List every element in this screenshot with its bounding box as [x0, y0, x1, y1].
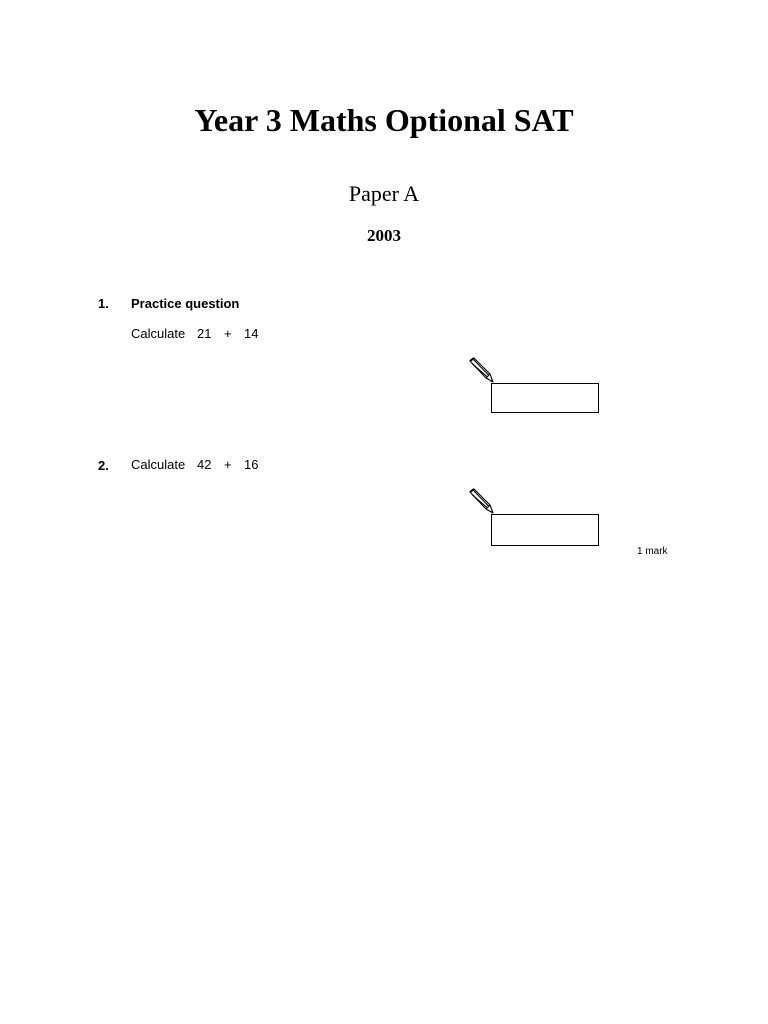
pencil-icon [468, 488, 494, 514]
answer-box[interactable] [491, 514, 599, 546]
paper-label: Paper A [348, 181, 420, 206]
calc-operand-2: 14 [244, 326, 259, 341]
page-title: Year 3 Maths Optional SAT [194, 102, 574, 138]
calc-operand-1: 21 [197, 326, 212, 341]
question-heading: Practice question [131, 296, 240, 311]
pencil-icon [468, 357, 494, 383]
paper-year: 2003 [367, 226, 401, 245]
calc-operator: + [224, 457, 232, 472]
marks-label: 1 mark [637, 546, 668, 557]
calc-operand-2: 16 [244, 457, 259, 472]
answer-box[interactable] [491, 383, 599, 413]
calc-instruction: Calculate [131, 457, 186, 472]
calc-operand-1: 42 [197, 457, 212, 472]
calc-operator: + [224, 326, 232, 341]
question-calculation [131, 457, 258, 473]
calc-instruction: Calculate [131, 326, 186, 341]
question-number: 1. [98, 296, 109, 311]
question-number: 2. [98, 458, 109, 473]
question-calculation [131, 326, 258, 342]
